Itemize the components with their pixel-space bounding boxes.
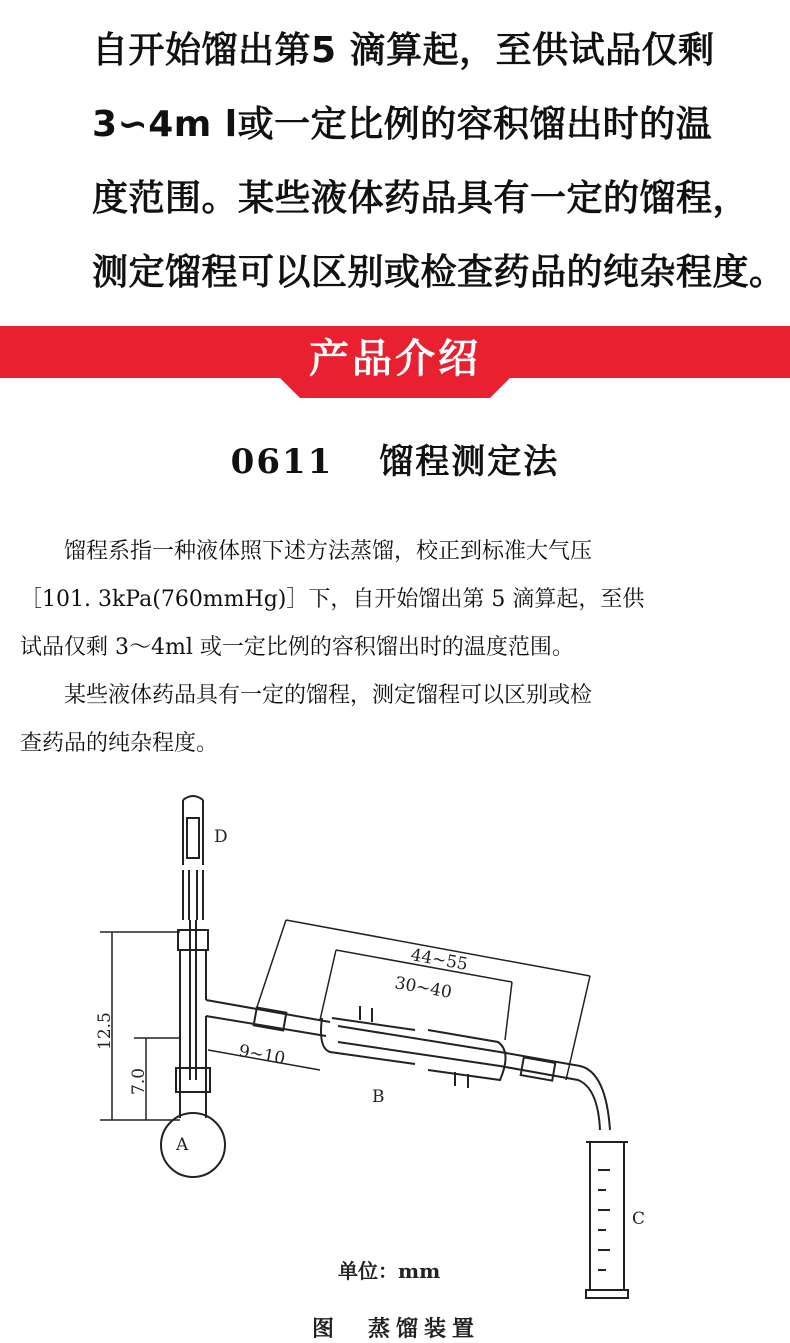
intro-line-4: 测定馏程可以区别或检查药品的纯杂程度。 [92,252,786,293]
flask-stopper [176,1068,210,1092]
distillation-apparatus-diagram [0,790,790,1331]
body-paragraph [20,528,760,768]
label-a: A [176,1135,189,1155]
side-arm [206,1000,330,1036]
body-line-4: 某些液体药品具有一定的馏程，测定馏程可以区别或检 [20,683,593,708]
section-title [0,434,790,483]
body-line-5: 查药品的纯杂程度。 [20,731,219,756]
dim-outer-label: 44~55 [409,945,470,975]
graduated-cylinder-c [586,1142,628,1298]
banner-title: 产品介绍 [309,336,481,382]
dim-side-label: 9~10 [237,1041,287,1070]
dim-flask-height-label: 7.0 [129,1067,149,1095]
intro-line-3: 度范围。某些液体药品具有一定的馏程， [92,178,750,219]
body-line-2: ［101. 3kPa(760mmHg)］下，自开始馏出第 5 滴算起，至供 [20,587,645,612]
figure-caption: 图 蒸馏装置 [312,1316,481,1342]
thermometer [183,796,203,1080]
intro-line-1: 自开始馏出第5 滴算起，至供试品仅剩 [92,30,715,71]
intro-paragraph [92,14,786,310]
label-b: B [372,1087,385,1107]
label-d: D [214,827,228,847]
section-number: 0611 [230,442,334,482]
unit-label: 单位：mm [338,1259,441,1283]
body-line-3: 试品仅剩 3～4ml 或一定比例的容积馏出时的温度范围。 [20,635,574,660]
top-stopper [178,930,208,950]
section-name: 馏程测定法 [379,442,560,482]
flask-a [161,1113,225,1177]
dim-inner-label: 30~40 [393,973,454,1003]
condenser-b [321,1006,506,1088]
dim-total-height-label: 12.5 [95,1012,115,1050]
body-line-1: 馏程系指一种液体照下述方法蒸馏，校正到标准大气压 [20,539,593,564]
intro-line-2: 3∽4m l或一定比例的容积馏出时的温 [92,104,713,145]
label-c: C [632,1209,646,1229]
